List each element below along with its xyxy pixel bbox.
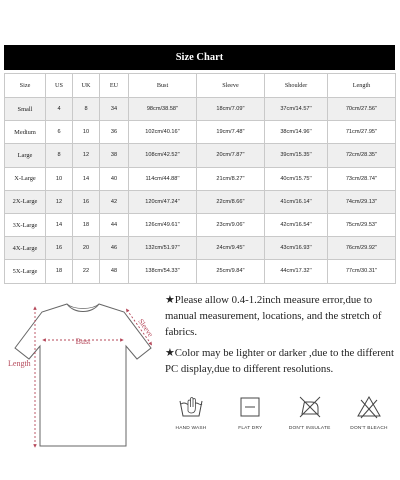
care-label: DON'T INSULATE [288,426,331,431]
table-cell: 40 [100,167,129,190]
column-header-us: US [46,74,73,98]
table-cell: 8 [73,98,100,121]
table-cell: 34 [100,98,129,121]
table-cell: 42 [100,190,129,213]
table-cell: 43cm/16.93'' [265,237,328,260]
table-cell: 102cm/40.16'' [129,121,197,144]
note-color: ★Color may be lighter or darker ,due to the different PC display,due to different resolutions. [165,346,394,375]
table-cell: 76cm/29.92'' [328,237,396,260]
table-cell: 46 [100,237,129,260]
table-cell: 10 [46,167,73,190]
note-measure-error: ★Please allow 0.4-1.2inch measure error,due to manual measurement, locations, and the stretch of fabrics. [165,294,382,339]
table-cell: 20cm/7.87'' [197,144,265,167]
care-item-flat-dry [221,394,279,431]
size-name-cell: 3X-Large [5,213,46,236]
care-instructions [162,394,398,431]
sleeve-label: Sleeve [136,316,156,339]
table-cell: 75cm/29.53'' [328,213,396,236]
table-row [5,237,396,260]
table-cell: 37cm/14.57'' [265,98,328,121]
length-label: Length [8,359,31,368]
table-row [5,144,396,167]
table-cell: 8 [46,144,73,167]
table-cell: 98cm/38.58'' [129,98,197,121]
table-cell: 22cm/8.66'' [197,190,265,213]
care-label: HAND WASH [175,426,207,431]
table-cell: 16 [73,190,100,213]
table-cell: 73cm/28.74'' [328,167,396,190]
table-cell: 14 [46,213,73,236]
table-cell: 40cm/15.75'' [265,167,328,190]
tshirt-diagram [4,296,162,476]
care-item-do-not-iron [281,394,339,431]
do-not-iron-icon [297,394,323,420]
table-cell: 41cm/16.14'' [265,190,328,213]
table-cell: 4 [46,98,73,121]
table-row [5,98,396,121]
table-cell: 16 [46,237,73,260]
table-cell: 77cm/30.31'' [328,260,396,283]
column-header-length: Length [328,74,396,98]
table-cell: 120cm/47.24'' [129,190,197,213]
table-cell: 38 [100,144,129,167]
size-chart-title: Size Chart [4,45,395,70]
table-cell: 42cm/16.54'' [265,213,328,236]
flat-dry-icon [237,394,263,420]
care-label: DON'T BLEACH [350,426,388,431]
table-cell: 20 [73,237,100,260]
table-cell: 108cm/42.52'' [129,144,197,167]
do-not-bleach-icon [356,394,382,420]
star-icon: ★ [165,294,175,306]
table-cell: 14 [73,167,100,190]
table-cell: 19cm/7.48'' [197,121,265,144]
table-cell: 39cm/15.35'' [265,144,328,167]
table-row [5,167,396,190]
table-cell: 48 [100,260,129,283]
size-name-cell: 2X-Large [5,190,46,213]
table-cell: 71cm/27.95'' [328,121,396,144]
care-item-do-not-bleach [340,394,398,431]
hand-wash-icon [178,394,204,420]
table-cell: 44 [100,213,129,236]
column-header-size: Size [5,74,46,98]
table-cell: 21cm/8.27'' [197,167,265,190]
size-name-cell: Medium [5,121,46,144]
table-cell: 12 [73,144,100,167]
column-header-shoulder: Shoulder [265,74,328,98]
table-cell: 44cm/17.32'' [265,260,328,283]
table-cell: 18cm/7.09'' [197,98,265,121]
table-cell: 138cm/54.33'' [129,260,197,283]
table-row [5,190,396,213]
column-header-sleeve: Sleeve [197,74,265,98]
table-cell: 25cm/9.84'' [197,260,265,283]
table-cell: 12 [46,190,73,213]
table-row [5,260,396,283]
table-cell: 6 [46,121,73,144]
table-cell: 132cm/51.97'' [129,237,197,260]
table-cell: 70cm/27.56'' [328,98,396,121]
table-cell: 22 [73,260,100,283]
table-cell: 10 [73,121,100,144]
table-body [5,98,396,284]
size-table [4,73,396,284]
care-label: FLAT DRY [238,426,263,431]
size-name-cell: 4X-Large [5,237,46,260]
notes [165,292,397,377]
table-cell: 18 [46,260,73,283]
table-cell: 23cm/9.06'' [197,213,265,236]
column-header-bust: Bust [129,74,197,98]
table-cell: 74cm/29.13'' [328,190,396,213]
table-cell: 126cm/49.61'' [129,213,197,236]
table-cell: 36 [100,121,129,144]
table-row [5,213,396,236]
bust-label: Bust [75,337,91,346]
table-header-row [5,74,396,98]
star-icon: ★ [165,346,175,359]
table-row [5,121,396,144]
table-cell: 114cm/44.88'' [129,167,197,190]
size-name-cell: X-Large [5,167,46,190]
size-name-cell: Large [5,144,46,167]
table-cell: 38cm/14.96'' [265,121,328,144]
table-cell: 72cm/28.35'' [328,144,396,167]
care-item-hand-wash [162,394,220,431]
table-cell: 18 [73,213,100,236]
table-cell: 24cm/9.45'' [197,237,265,260]
size-name-cell: Small [5,98,46,121]
column-header-uk: UK [73,74,100,98]
column-header-eu: EU [100,74,129,98]
size-name-cell: 5X-Large [5,260,46,283]
size-chart [4,45,395,284]
